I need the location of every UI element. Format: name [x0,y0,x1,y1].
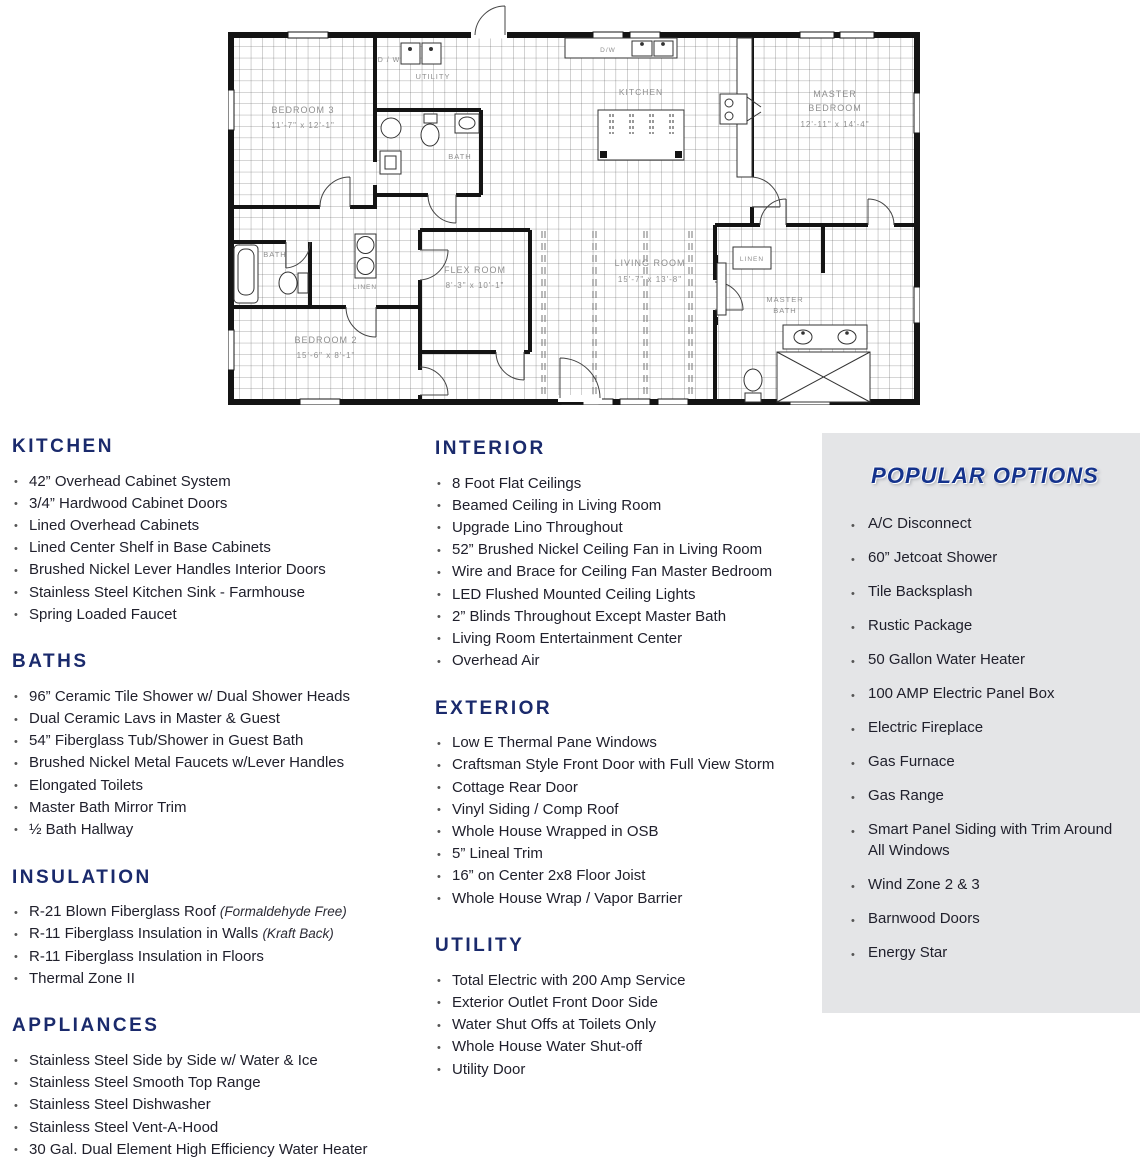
feature-text: 16” on Center 2x8 Floor Joist [452,867,646,885]
bullet-icon: • [437,611,441,624]
bullet-icon: • [437,782,441,795]
bullet-icon: • [14,476,18,488]
bullet-icon: • [437,522,441,535]
feature-item [12,537,424,559]
floor-plan-drawing [228,3,920,405]
room-label-utility: UTILITY [415,72,451,81]
bullet-icon: • [851,915,855,927]
section-interior [435,438,817,672]
bullet-icon: • [437,1019,441,1032]
bullet-icon: • [437,848,441,861]
feature-list-exterior [435,732,817,910]
option-item [848,615,1122,636]
bullet-icon: • [14,780,18,793]
option-text: Wind Zone 2 & 3 [868,876,980,893]
feature-text: 2” Blinds Throughout Except Master Bath [452,607,727,625]
popular-options-list [848,513,1122,963]
room-label-master-bath-2: BATH [773,306,797,315]
option-text: Energy Star [868,944,948,961]
spec-column-left [12,436,424,1160]
option-text: Smart Panel Siding with Trim Around All Windows [868,821,1113,859]
feature-text: Lined Overhead Cabinets [29,516,200,534]
feature-text: Brushed Nickel Lever Handles Interior Doors [29,561,326,579]
room-dims-flex: 8'-3" x 10'-1" [445,281,505,290]
feature-text: R-11 Fiberglass Insulation in Floors [29,947,264,965]
bullet-icon: • [437,804,441,817]
room-label-bedroom2: BEDROOM 2 [294,335,358,345]
feature-text: 42” Overhead Cabinet System [29,472,231,490]
feature-text: Water Shut Offs at Toilets Only [452,1016,656,1034]
bullet-icon: • [437,500,441,513]
feature-item [12,581,424,603]
bullet-icon: • [14,802,18,815]
option-text: Rustic Package [868,617,973,634]
feature-item [12,774,424,796]
section-insulation [12,867,424,990]
feature-text: 5” Lineal Trim [452,845,543,863]
feature-text: Stainless Steel Dishwasher [29,1096,211,1114]
bullet-icon: • [14,951,18,963]
bullet-icon: • [14,564,18,577]
bullet-icon: • [851,588,855,600]
bullet-icon: • [851,792,855,804]
feature-item [435,843,817,865]
feature-item [435,561,817,583]
feature-text: LED Flushed Mounted Ceiling Lights [452,585,696,603]
option-item [848,874,1122,895]
feature-item [435,798,817,820]
feature-item [435,969,817,991]
feature-text: Total Electric with 200 Amp Service [452,971,686,989]
feature-text: Lined Center Shelf in Base Cabinets [29,539,271,557]
feature-item [435,991,817,1013]
feature-text: Beamed Ceiling in Living Room [452,496,662,514]
feature-item [435,516,817,538]
feature-text: Whole House Wrapped in OSB [452,823,659,841]
option-text: 50 Gallon Water Heater [868,651,1026,668]
floor-plan [228,3,920,405]
bullet-icon: • [14,757,18,770]
option-item [848,751,1122,772]
option-text: Gas Range [868,787,944,804]
bullet-icon: • [851,690,855,702]
bullet-icon: • [437,566,441,579]
bullet-icon: • [437,478,441,490]
section-exterior [435,698,817,910]
feature-item [435,627,817,649]
bullet-icon: • [14,1144,18,1157]
room-label-master-bedroom-1: MASTER [813,89,857,99]
feature-item [435,754,817,776]
option-item [848,683,1122,704]
feature-item [435,1036,817,1058]
feature-list-baths [12,685,424,840]
feature-item [435,776,817,798]
room-label-flex: FLEX ROOM [443,265,507,275]
bullet-icon: • [437,759,441,772]
bullet-icon: • [14,906,18,919]
bullet-icon: • [437,975,441,988]
option-text: 100 AMP Electric Panel Box [868,685,1055,702]
bullet-icon: • [851,724,855,736]
bullet-icon: • [14,824,18,837]
section-title-exterior: EXTERIOR [435,697,553,719]
feature-text: Upgrade Lino Throughout [452,518,623,536]
kitchen-island [598,110,684,160]
feature-item [435,494,817,516]
feature-item [12,730,424,752]
feature-text: Stainless Steel Smooth Top Range [29,1074,261,1092]
stove [720,94,747,124]
feature-list-interior [435,472,817,672]
option-item [848,649,1122,670]
bullet-icon: • [851,622,855,634]
bullet-icon: • [14,586,18,599]
label-hall-linen: LINEN [352,284,378,291]
feature-item [435,820,817,842]
section-title-kitchen: KITCHEN [12,436,114,457]
bullet-icon: • [14,713,18,726]
option-item [848,942,1122,963]
feature-item [435,472,817,494]
section-appliances [12,1015,424,1160]
room-label-hall-bath: BATH [448,152,472,161]
feature-item [435,1058,817,1080]
bullet-icon: • [437,737,441,750]
feature-item [12,1072,424,1094]
feature-list-insulation [12,901,424,990]
feature-item [12,559,424,581]
feature-text: Stainless Steel Side by Side w/ Water & Ice [29,1051,318,1069]
option-item [848,785,1122,806]
room-label-kitchen: KITCHEN [618,87,664,97]
option-text: Electric Fireplace [868,719,984,736]
room-label-guest-bath: BATH [263,250,287,259]
bullet-icon: • [14,735,18,748]
feature-text: Whole House Water Shut-off [452,1038,643,1056]
option-item [848,717,1122,738]
feature-text: Exterior Outlet Front Door Side [452,993,658,1011]
bullet-icon: • [437,1063,441,1076]
feature-text: Overhead Air [452,652,540,670]
feature-note: (Formaldehyde Free) [219,904,347,920]
feature-text: Brushed Nickel Metal Faucets w/Lever Handles [29,754,345,772]
feature-item [12,901,424,923]
bullet-icon: • [14,691,18,704]
feature-text: Low E Thermal Pane Windows [452,734,657,752]
section-title-interior: INTERIOR [435,438,546,459]
toilet [298,273,308,293]
option-text: A/C Disconnect [868,515,972,532]
feature-item [435,1014,817,1036]
feature-text: Utility Door [452,1060,526,1078]
feature-item [12,752,424,774]
room-label-master-bath-1: MASTER [766,295,804,304]
feature-item [12,1116,424,1138]
feature-text: Stainless Steel Vent-A-Hood [29,1118,219,1136]
feature-item [12,818,424,840]
section-title-insulation: INSULATION [12,866,152,888]
bullet-icon: • [14,973,18,986]
feature-text: Vinyl Siding / Comp Roof [452,800,619,818]
feature-text: Master Bath Mirror Trim [29,798,187,816]
section-baths [12,651,424,840]
room-dims-bedroom2: 15'-6" x 8'-1" [296,351,356,360]
option-text: Tile Backsplash [868,583,973,600]
option-item [848,908,1122,929]
feature-item [12,796,424,818]
bullet-icon: • [14,520,18,533]
feature-item [12,708,424,730]
bullet-icon: • [851,949,855,961]
toilet [424,114,437,123]
room-dims-bedroom3: 11'-7" x 12'-1" [271,121,335,130]
room-label-living: LIVING ROOM [614,258,686,268]
bullet-icon: • [437,1041,441,1054]
feature-text: Thermal Zone II [29,969,135,987]
label-master-linen: LINEN [739,256,765,263]
feature-item [435,605,817,627]
toilet [745,393,761,402]
bullet-icon: • [14,1077,18,1090]
feature-text: Craftsman Style Front Door with Full View Storm [452,756,775,774]
room-dims-living: 15'-7" x 13'-8" [617,275,683,284]
feature-text: 3/4” Hardwood Cabinet Doors [29,494,228,512]
bullet-icon: • [851,758,855,770]
feature-item [12,1094,424,1116]
feature-item [12,492,424,514]
bullet-icon: • [437,997,441,1010]
bullet-icon: • [437,655,441,668]
bullet-icon: • [851,656,855,668]
entertainment-center [717,263,726,315]
feature-item [435,732,817,754]
section-title-baths: BATHS [12,651,89,673]
feature-text: 8 Foot Flat Ceilings [452,474,582,492]
feature-item [12,603,424,625]
section-utility [435,935,817,1080]
feature-item [435,583,817,605]
bullet-icon: • [14,1121,18,1134]
section-title-utility: UTILITY [435,935,525,957]
feature-text: Cottage Rear Door [452,778,578,796]
feature-text: Stainless Steel Kitchen Sink - Farmhouse [29,583,305,601]
feature-text: 96” Ceramic Tile Shower w/ Dual Shower Heads [29,687,350,705]
feature-text: Dual Ceramic Lavs in Master & Guest [29,710,280,728]
bullet-icon: • [851,520,855,532]
bullet-icon: • [851,826,855,838]
bullet-icon: • [14,928,18,941]
feature-text: R-11 Fiberglass Insulation in Walls [29,925,259,943]
feature-text: Spring Loaded Faucet [29,605,177,623]
feature-text: 52” Brushed Nickel Ceiling Fan in Living Room [452,541,763,559]
feature-text: Elongated Toilets [29,776,143,794]
section-kitchen [12,436,424,625]
feature-text: R-21 Blown Fiberglass Roof [29,903,216,921]
feature-item [435,650,817,672]
feature-item [12,685,424,707]
feature-list-appliances [12,1049,424,1160]
feature-item [12,1138,424,1160]
room-label-bedroom3: BEDROOM 3 [271,105,335,115]
popular-options-panel [822,433,1140,1013]
spec-column-middle [435,438,817,1080]
bullet-icon: • [437,870,441,883]
bullet-icon: • [437,826,441,839]
option-text: Gas Furnace [868,753,955,770]
feature-item [435,887,817,909]
room-label-master-bedroom-2: BEDROOM [808,103,862,113]
bullet-icon: • [14,609,18,622]
bullet-icon: • [851,554,855,566]
bullet-icon: • [14,1099,18,1112]
room-dims-master-bedroom: 12'-11" x 14'-4" [800,120,870,129]
bullet-icon: • [14,498,18,511]
option-text: Barnwood Doors [868,910,980,927]
feature-text: ½ Bath Hallway [29,821,134,839]
feature-text: Living Room Entertainment Center [452,629,683,647]
feature-text: Wire and Brace for Ceiling Fan Master Bedroom [452,563,773,581]
bullet-icon: • [437,893,441,905]
bullet-icon: • [437,633,441,646]
option-item [848,819,1122,861]
feature-item [435,865,817,887]
feature-list-utility [435,969,817,1080]
feature-note: (Kraft Back) [262,926,334,942]
feature-item [12,945,424,967]
popular-options-title: POPULAR OPTIONS [871,463,1099,488]
feature-item [12,1049,424,1071]
sink [381,118,401,138]
feature-text: 54” Fiberglass Tub/Shower in Guest Bath [29,732,304,750]
label-utility-dw: D / W [377,57,401,64]
feature-list-kitchen [12,470,424,625]
bullet-icon: • [14,542,18,555]
washer [422,43,441,64]
feature-item [12,514,424,536]
option-item [848,581,1122,602]
feature-item [12,967,424,989]
dryer [401,43,420,64]
bullet-icon: • [437,544,441,557]
label-kitchen-dw: D/W [600,47,616,54]
feature-item [435,539,817,561]
option-text: 60” Jetcoat Shower [868,549,998,566]
bullet-icon: • [14,1055,18,1068]
bullet-icon: • [851,881,855,893]
feature-item [12,470,424,492]
option-item [848,513,1122,534]
feature-text: 30 Gal. Dual Element High Efficiency Water Heater [29,1140,368,1158]
bullet-icon: • [437,588,441,601]
feature-item [12,923,424,945]
option-item [848,547,1122,568]
feature-text: Whole House Wrap / Vapor Barrier [452,889,683,907]
section-title-appliances: APPLIANCES [12,1015,160,1037]
